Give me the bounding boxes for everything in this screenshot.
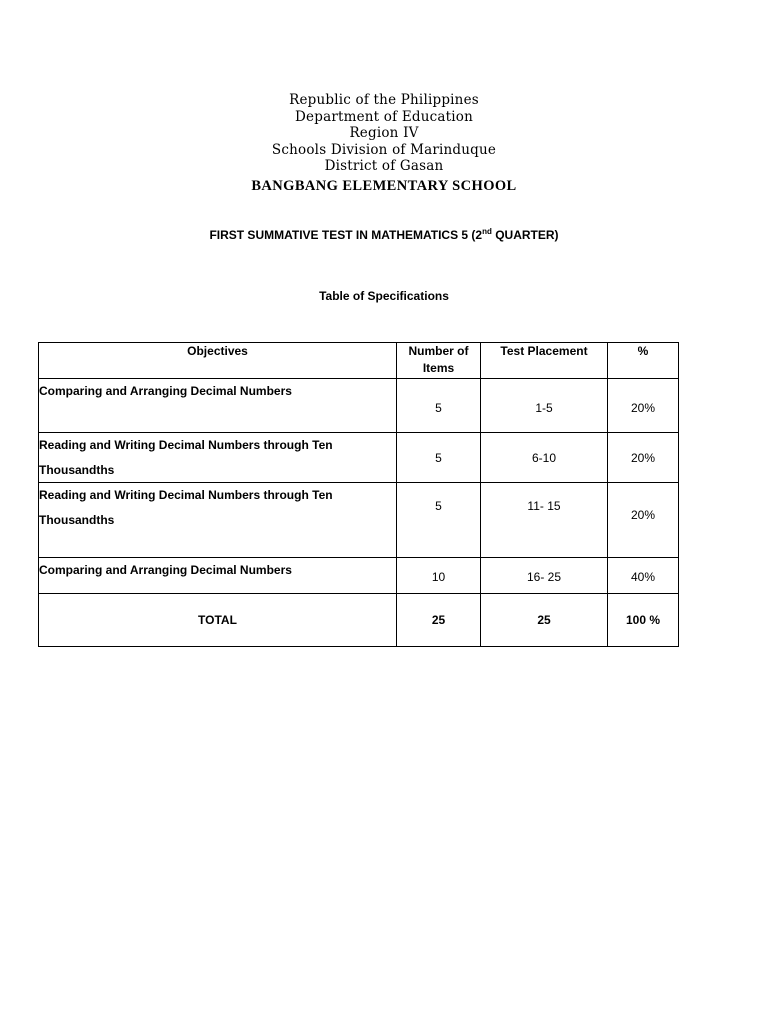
percent-cell: 20% [608, 433, 679, 483]
items-cell: 10 [397, 558, 481, 594]
table-row [39, 483, 679, 558]
table-row [39, 558, 679, 594]
specifications-table [38, 342, 679, 647]
table-of-specifications-title: Table of Specifications [319, 289, 449, 303]
placement-cell: 1-5 [481, 379, 608, 433]
percent-cell: 40% [608, 558, 679, 594]
items-cell: 5 [397, 379, 481, 433]
objective-cell: Reading and Writing Decimal Numbers through Ten Thousandths [39, 483, 397, 558]
placement-cell: 11- 15 [481, 483, 608, 558]
letterhead-region: Region IV [349, 125, 419, 141]
column-header-test-placement: Test Placement [481, 343, 608, 379]
test-title-prefix: FIRST SUMMATIVE TEST IN MATHEMATICS 5 (2 [209, 228, 483, 242]
table-row [39, 433, 679, 483]
total-placement-cell: 25 [481, 594, 608, 647]
objective-cell: Reading and Writing Decimal Numbers through Ten Thousandths [39, 433, 397, 483]
test-title-suffix: QUARTER) [491, 228, 559, 242]
table-total-row [39, 594, 679, 647]
objective-cell: Comparing and Arranging Decimal Numbers [39, 558, 397, 594]
school-name: BANGBANG ELEMENTARY SCHOOL [251, 178, 517, 194]
letterhead-district: District of Gasan [324, 158, 444, 174]
table-header-row [39, 343, 679, 379]
items-cell: 5 [397, 433, 481, 483]
column-header-percent: % [608, 343, 679, 379]
total-percent-cell: 100 % [608, 594, 679, 647]
placement-cell: 6-10 [481, 433, 608, 483]
column-header-number-of-items: Number of Items [397, 343, 481, 379]
test-title [0, 228, 768, 242]
table-row [39, 379, 679, 433]
percent-cell: 20% [608, 379, 679, 433]
objective-cell: Comparing and Arranging Decimal Numbers [39, 379, 397, 433]
letterhead-department: Department of Education [295, 108, 473, 125]
test-title-superscript: nd [482, 227, 492, 236]
letterhead [0, 92, 768, 175]
items-cell: 5 [397, 483, 481, 558]
total-label-cell: TOTAL [39, 594, 397, 647]
placement-cell: 16- 25 [481, 558, 608, 594]
column-header-objectives: Objectives [39, 343, 397, 379]
letterhead-division: Schools Division of Marinduque [271, 141, 497, 158]
percent-cell: 20% [608, 483, 679, 558]
total-items-cell: 25 [397, 594, 481, 647]
letterhead-republic: Republic of the Philippines [289, 92, 479, 108]
